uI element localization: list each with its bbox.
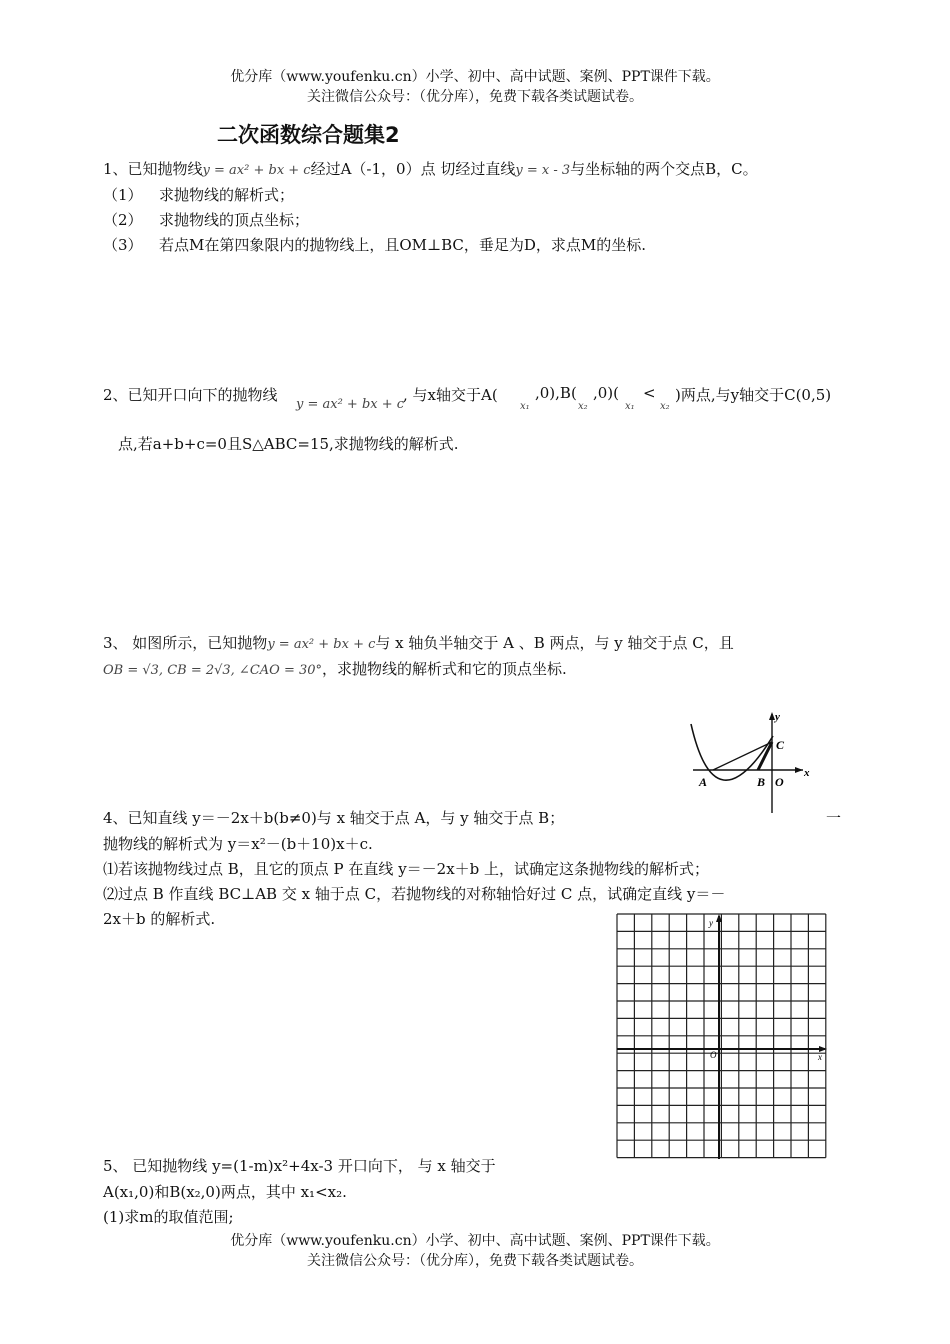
- q1-part-1-num: （1）: [103, 186, 143, 204]
- q2-text-c: ,0),B(: [535, 384, 577, 402]
- q3-text-b: 与 x 轴负半轴交于 A 、B 两点，与 y 轴交于点 C，且: [375, 634, 734, 652]
- q2-less-than: <: [643, 384, 656, 402]
- q4-line-5: 2x＋b 的解析式.: [103, 910, 216, 928]
- q1-text-b: 经过A（-1，0）点 切经过直线: [310, 160, 516, 178]
- q2-text-e: )两点,与y轴交于C(0,5): [675, 386, 832, 404]
- header-line-1: 优分库（www.youfenku.cn）小学、初中、高中试题、案例、PPT课件下载。: [230, 69, 720, 85]
- q4-line-3: ⑴若该抛物线过点 B，且它的顶点 P 在直线 y＝－2x＋b 上，试确定这条抛物线的解析式；: [103, 860, 710, 878]
- grid-label-x: x: [818, 1052, 822, 1062]
- q3-parabola-figure: [685, 708, 815, 818]
- q3-line-2: [103, 658, 567, 679]
- grid-lines: [617, 914, 826, 1158]
- grid-label-y: y: [709, 918, 713, 928]
- figure-label-c: C: [776, 738, 785, 752]
- q1-text-a: 1、已知抛物线: [103, 160, 203, 178]
- figure-label-y: y: [775, 711, 780, 723]
- q1-part-3-num: （3）: [103, 236, 143, 254]
- q1-text-c: 与坐标轴的两个交点B，C。: [570, 160, 758, 178]
- q1-part-3: [103, 234, 646, 255]
- q2-sub-x1-b: x₁: [625, 401, 635, 412]
- q2-text-d: ,0)(: [593, 384, 620, 402]
- q1-part-2-text: 求抛物线的顶点坐标；: [159, 211, 310, 229]
- footer-line-2: 关注微信公众号：（优分库），免费下载各类试题试卷。: [307, 1253, 643, 1269]
- q2-text-b: , 与x轴交于A(: [403, 386, 498, 404]
- figure-parabola-curve: [691, 724, 773, 780]
- page-title: 二次函数综合题集2: [217, 123, 400, 147]
- q2-formula: y = ax² + bx + c: [296, 397, 405, 412]
- q5-line-2: A(x₁,0)和B(x₂,0)两点，其中 x₁<x₂.: [103, 1183, 347, 1201]
- q4-line-4: ⑵过点 B 作直线 BC⊥AB 交 x 轴于点 C，若抛物线的对称轴恰好过 C 点，试确定直线 y＝－: [103, 885, 726, 903]
- q1-part-2-num: （2）: [103, 211, 143, 229]
- q3-line-1: [103, 632, 734, 653]
- q5-line-3: (1)求m的取值范围;: [103, 1208, 234, 1226]
- q2-sub-x2-b: x₂: [660, 401, 670, 412]
- q1-formula-parabola: y = ax² + bx + c: [202, 163, 311, 178]
- q4-line-1-tail: 一: [826, 809, 842, 827]
- q1-part-1: [103, 184, 294, 205]
- figure-label-o: O: [775, 775, 784, 789]
- figure-x-arrow-icon: [795, 767, 803, 773]
- q4-line-1: 4、已知直线 y＝－2x＋b(b≠0)与 x 轴交于点 A，与 y 轴交于点 B；: [103, 809, 565, 827]
- q3-formula: y = ax² + bx + c: [267, 637, 376, 652]
- question-1-line: [103, 158, 758, 179]
- q3-text-a: 3、 如图所示，已知抛物: [103, 634, 268, 652]
- q2-sub-x1-a: x₁: [520, 401, 530, 412]
- q1-part-3-text: 若点M在第四象限内的抛物线上，且OM⊥BC，垂足为D，求点M的坐标.: [159, 236, 647, 254]
- q5-line-1: 5、 已知抛物线 y=(1-m)x²+4x-3 开口向下， 与 x 轴交于: [103, 1157, 496, 1175]
- q3-text-c: ，求抛物线的解析式和它的顶点坐标.: [322, 660, 567, 678]
- q1-part-1-text: 求抛物线的解析式；: [159, 186, 295, 204]
- figure-label-b: B: [757, 775, 766, 789]
- figure-label-a: A: [699, 775, 708, 789]
- q3-formula-2: OB = √3, CB = 2√3, ∠CAO = 30°: [103, 663, 323, 678]
- figure-segment-ac: [713, 742, 772, 770]
- q2-line-2: 点,若a+b+c=0且S△ABC=15,求抛物线的解析式.: [118, 435, 459, 453]
- header-line-2: 关注微信公众号：（优分库），免费下载各类试题试卷。: [307, 89, 643, 105]
- grid-label-o: O: [710, 1050, 717, 1060]
- q1-formula-line: y = x - 3: [515, 163, 571, 178]
- q2-sub-x2-a: x₂: [578, 401, 588, 412]
- q4-line-2: 抛物线的解析式为 y＝x²－(b＋10)x＋c.: [103, 835, 373, 853]
- footer-line-1: 优分库（www.youfenku.cn）小学、初中、高中试题、案例、PPT课件下载。: [230, 1233, 720, 1249]
- q1-part-2: [103, 209, 309, 230]
- q2-text-a: 2、已知开口向下的抛物线: [103, 386, 278, 404]
- coordinate-grid: [615, 912, 830, 1162]
- figure-label-x: x: [804, 767, 810, 779]
